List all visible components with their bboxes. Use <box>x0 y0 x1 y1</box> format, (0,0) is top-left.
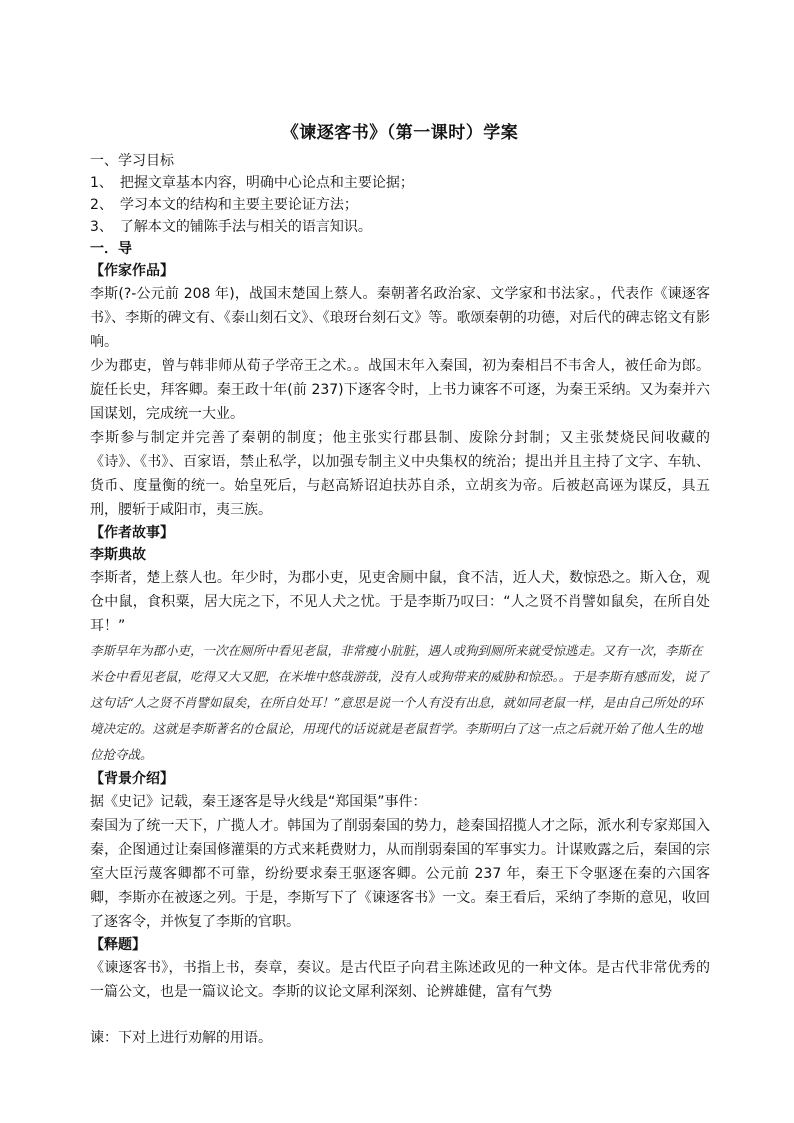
explain-paragraph: 《谏逐客书》，书指上书，奏章，奏议。是古代臣子向君主陈述政见的一种文体。是古代非常优秀的一篇公文，也是一篇议论文。李斯的议论文犀利深刻、论辨雄健，富有气势 <box>90 960 710 1000</box>
document-page <box>90 118 710 1050</box>
works-paragraph: 李斯(?-公元前 208 年)，战国末楚国上蔡人。秦朝著名政治家、文学家和书法家。，代表作《谏逐客书》、李斯的碑文有、《泰山刻石文》、《琅玡台刻石文》等。歌颂秦朝的功德，对后代的碑志铭文有影响。 <box>90 286 710 350</box>
background-paragraph: 秦国为了统一天下，广揽人才。韩国为了削弱秦国的势力，趁秦国招揽人才之际，派水利专家郑国入秦，企图通过让秦国修灌渠的方式来耗费财力，从而削弱秦国的军事实力。计谋败露之后，秦国的宗室大臣污蔑客卿都不可靠，纷纷要求秦王驱逐客卿。公元前 237 年，秦王下令驱逐在秦的六国客卿，李斯亦在被逐之列。于是，李斯写下了《谏逐客书》一文。秦王看后，采纳了李斯的意见，收回了逐客令，并恢复了李斯的官职。 <box>90 818 710 930</box>
goal-item: 3、 了解本文的铺陈手法与相关的语言知识。 <box>90 219 372 235</box>
page-title: 《谏逐客书》（第一课时）学案 <box>281 123 519 143</box>
section-heading-goals: 一、学习目标 <box>90 153 174 169</box>
story-original-text: 李斯者，楚上蔡人也。年少时，为郡小吏，见吏舍厕中鼠，食不洁，近人犬，数惊恐之。斯入仓，观仓中鼠，食积粟，居大庑之下，不见人犬之忧。于是李斯乃叹曰：“人之贤不肖譬如鼠矣，在所自处耳！” <box>90 570 710 634</box>
background-paragraph: 据《史记》记载，秦王逐客是导火线是“郑国渠”事件： <box>90 794 427 810</box>
heading-background: 【背景介绍】 <box>90 771 174 787</box>
works-paragraph: 李斯参与制定并完善了秦朝的制度；他主张实行郡县制、废除分封制；又主张焚烧民间收藏的《诗》、《书》、百家语，禁止私学，以加强专制主义中央集权的统治；提出并且主持了文字、车轨、货币、度量衡的统一。始皇死后，与赵高矫诏迫扶苏自杀，立胡亥为帝。后被赵高诬为谋反，具五刑，腰斩于咸阳市，夷三族。 <box>90 430 710 518</box>
goal-item: 1、 把握文章基本内容，明确中心论点和主要论据； <box>90 175 414 191</box>
heading-works: 【作家作品】 <box>90 263 174 279</box>
works-paragraph: 少为郡吏，曾与韩非师从荀子学帝王之术。。战国末年入秦国，初为秦相吕不韦舍人，被任命为郎。旋任长史，拜客卿。秦王政十年(前 237)下逐客令时，上书力谏客不可逐，为秦王采纳。又为秦并六国谋划，完成统一大业。 <box>90 358 710 422</box>
heading-explain: 【释题】 <box>90 937 146 953</box>
goal-item: 2、 学习本文的结构和主要主要论证方法； <box>90 197 358 213</box>
story-title: 李斯典故 <box>90 547 146 563</box>
heading-story: 【作者故事】 <box>90 525 174 541</box>
note-paragraph: 谏：下对上进行劝解的用语。 <box>90 1030 272 1046</box>
spacer <box>90 1004 710 1026</box>
story-translation-text: 李斯早年为郡小吏，一次在厕所中看见老鼠，非常瘦小肮脏，遇人或狗到厕所来就受惊逃走。又有一次，李斯在米仓中看见老鼠，吃得又大又肥，在米堆中悠哉游哉，没有人或狗带来的威胁和惊恐。。于是李斯有感而发，说了这句话“人之贤不肖譬如鼠矣，在所自处耳！”意思是说一个人有没有出息，就如同老鼠一样，是由自己所处的环境决定的。这就是李斯著名的仓鼠论，用现代的话说就是老鼠哲学。李斯明白了这一点之后就开始了他人生的地位抢夺战。 <box>90 643 709 762</box>
section-heading-guide: 一．导 <box>90 241 132 257</box>
